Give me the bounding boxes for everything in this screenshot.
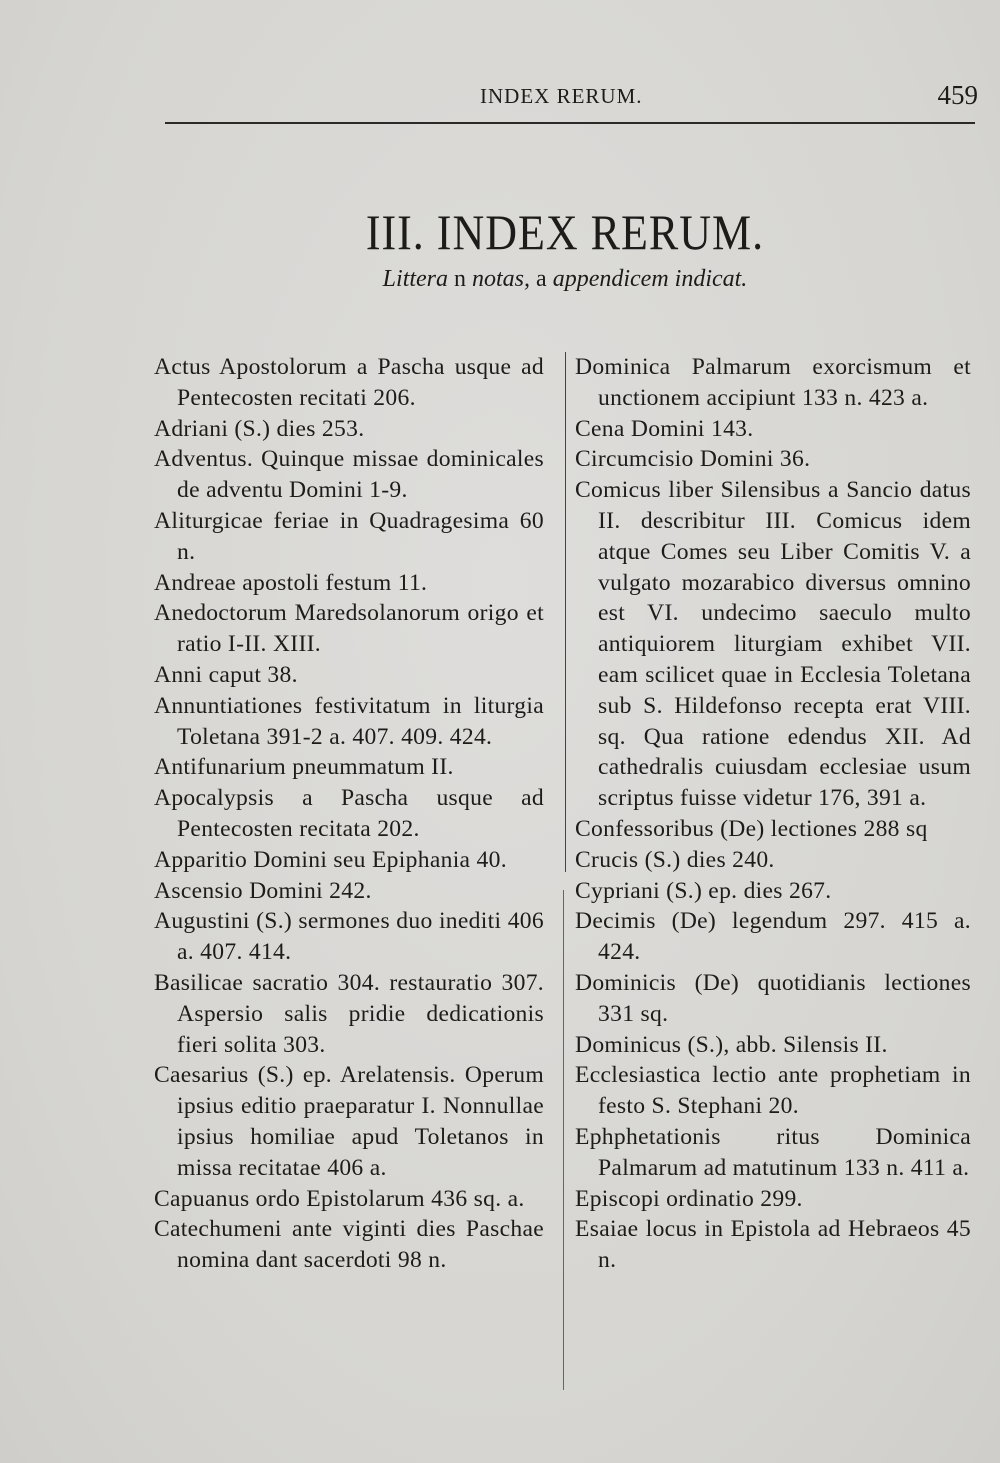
section-subtitle	[0, 266, 1000, 293]
index-entry: Aliturgicae feriae in Quadragesima 60 n.	[154, 507, 544, 565]
index-entry: Crucis (S.) dies 240.	[575, 846, 775, 873]
index-entry: Anni caput 38.	[154, 661, 298, 688]
index-entry: Apparitio Domini seu Epiphania 40.	[154, 846, 507, 873]
index-entry: Andreae apostoli festum 11.	[154, 569, 428, 596]
index-entry: Capuanus ordo Epistolarum 436 sq. a.	[154, 1185, 525, 1212]
subtitle-part: notas,	[472, 266, 531, 292]
page-number: 459	[937, 80, 978, 110]
header-rule	[165, 122, 975, 124]
index-entry: Basilicae sacratio 304. restauratio 307. Aspersio salis pridie dedicationis fieri solita 303.	[154, 969, 544, 1058]
index-entry: Cena Domini 143.	[575, 415, 754, 442]
index-entry: Dominicis (De) quotidianis lectiones 331 sq.	[575, 969, 971, 1027]
index-entry: Episcopi ordinatio 299.	[575, 1185, 803, 1212]
index-entry: Annuntiationes festivitatum in liturgia Toletana 391-2 a. 407. 409. 424.	[154, 692, 544, 750]
running-title: INDEX RERUM.	[480, 84, 643, 108]
index-entry: Comicus liber Silensibus a Sancio datus II. describitur III. Comicus idem atque Comes seu Liber Comitis V. a vulgato mozarabico diversus omnino est VI. undecimo saeculo multo antiquiorem liturgiam exhibet VII. eam scilicet quae in Ecclesia Toletana sub S. Hildefonso recepta erat VIII. sq. Qua ratione edendus XII. Ad cathedralis cuiusdam ecclesiae usum scriptus fuisse videtur 176, 391 a.	[575, 477, 971, 812]
index-entry: Dominicus (S.), abb. Silensis II.	[575, 1031, 888, 1058]
index-entry: Decimis (De) legendum 297. 415 a. 424.	[575, 908, 971, 966]
index-entry: Adriani (S.) dies 253.	[154, 415, 365, 442]
index-entry: Anedoctorum Maredsolanorum origo et ratio I-II. XIII.	[154, 600, 544, 658]
index-entry: Ecclesiastica lectio ante prophetiam in festo S. Stephani 20.	[575, 1062, 971, 1120]
index-entry: Confessoribus (De) lectiones 288 sq	[575, 815, 928, 842]
subtitle-part: n	[448, 266, 473, 292]
index-entry: Ascensio Domini 242.	[154, 877, 372, 904]
section-title: III. INDEX RERUM.	[365, 205, 765, 260]
index-entry: Adventus. Quinque missae dominicales de adventu Domini 1-9.	[154, 446, 544, 504]
column-divider	[565, 352, 566, 872]
index-column-left	[154, 352, 544, 1276]
index-entry: Cypriani (S.) ep. dies 267.	[575, 877, 832, 904]
index-entry: Antifunarium pneummatum II.	[154, 754, 454, 781]
index-entry: Caesarius (S.) ep. Arelatensis. Operum ipsius editio praeparatur I. Nonnullae ipsius homiliae apud Toletanos in missa recitatae 406 a.	[154, 1062, 544, 1181]
index-entry: Circumcisio Domini 36.	[575, 446, 811, 473]
subtitle-part: a	[530, 266, 553, 292]
index-entry: Esaiae locus in Epistola ad Hebraeos 45 n.	[575, 1216, 971, 1274]
subtitle-part: appendicem indicat.	[552, 266, 748, 292]
index-column-right	[575, 352, 971, 1276]
index-entry: Catechumeni ante viginti dies Paschae nomina dant sacerdoti 98 n.	[154, 1216, 544, 1274]
column-divider	[563, 890, 564, 1390]
subtitle-part: Littera	[382, 266, 449, 292]
index-entry: Augustini (S.) sermones duo inediti 406 a. 407. 414.	[154, 908, 544, 966]
index-entry: Actus Apostolorum a Pascha usque ad Pentecosten recitati 206.	[154, 354, 544, 411]
index-entry: Dominica Palmarum exorcismum et unctionem accipiunt 133 n. 423 a.	[575, 354, 971, 411]
index-entry: Ephphetationis ritus Dominica Palmarum ad matutinum 133 n. 411 a.	[575, 1123, 971, 1181]
index-entry: Apocalypsis a Pascha usque ad Pentecosten recitata 202.	[154, 785, 544, 842]
